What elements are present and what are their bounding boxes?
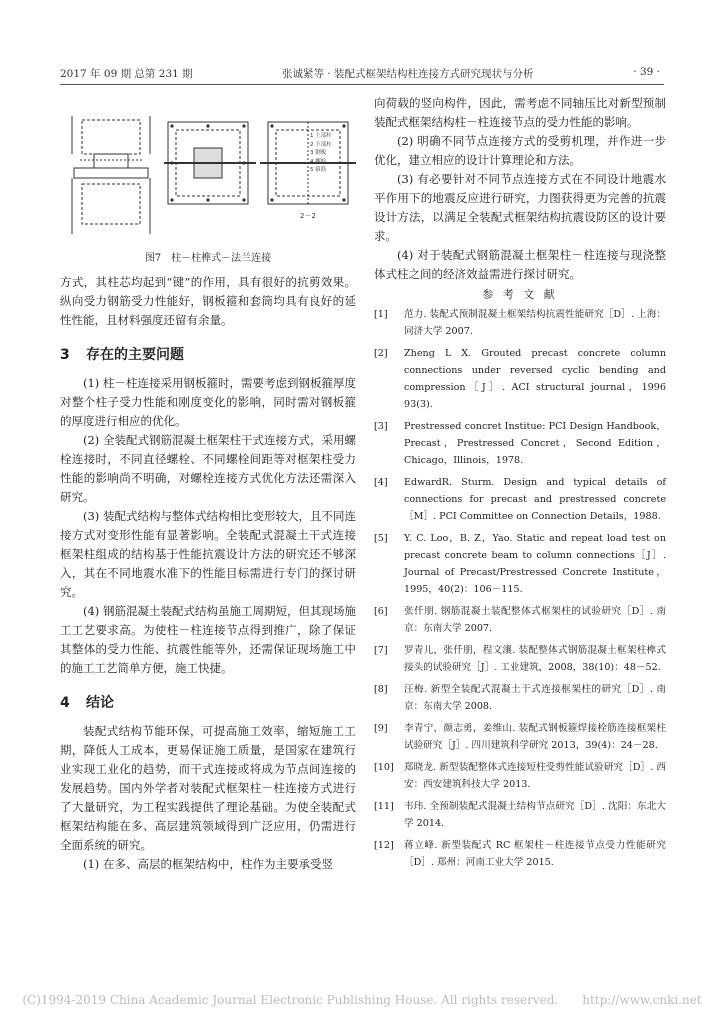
paragraph: 方式，其柱芯均起到“键”的作用，具有很好的抗剪效果。纵向受力钢筋受力性能好，钢板箍和套筒均具有良好的延性性能，且材料强度还留有余量。 [60, 275, 356, 327]
issue-info: 2017 年 09 期 总第 231 期 [60, 68, 193, 80]
paragraph: (4) 对于装配式钢筋混凝土框架柱－柱连接与现浇整体式柱之间的经济效益需进行探讨研究。 [374, 248, 666, 281]
reference-number: [12] [374, 840, 394, 851]
reference-item [374, 306, 666, 340]
reference-text: 李青宁，颜志勇，姜维山. 装配式钢板箍焊接栓筋连接框架柱试验研究［J］. 四川建筑科学研究 2013，39(4)：24－28. [404, 723, 666, 751]
section-title: 存在的主要问题 [86, 347, 184, 363]
section-heading-3 [60, 344, 356, 364]
reference-list [374, 306, 666, 871]
reference-text: 范力. 装配式预制混凝土框架结构抗震性能研究［D］. 上海：同济大学 2007. [404, 309, 666, 337]
reference-number: [7] [374, 645, 388, 656]
section-number: 3 [60, 347, 70, 363]
paragraph: 装配式结构节能环保，可提高施工效率，缩短施工工期，降低人工成本，更易保证施工质量，是国家在建筑行业实现工业化的趋势，而干式连接或将成为节点间连接的发展趋势。国内外学者对装配式框架柱－柱连接方式进行了大量研究，为工程实践提供了理论基础。为使全装配式框架结构能在多、高层建筑领域得到广泛应用，仍需进行全面系统的研究。 [60, 724, 356, 852]
reference-text: Prestressed concret Institue: PCI Design Handbook，Precast，Prestressed Concret，Second Edition，Chicago，Illinois，1978. [404, 421, 666, 466]
reference-number: [9] [374, 723, 388, 734]
references-heading: 参 考 文 献 [482, 288, 558, 301]
paragraph: (3) 有必要针对不同节点连接方式在不同设计地震水平作用下的地震反应进行研究，力图获得更为完善的抗震设计方法，以满足全装配式框架结构抗震设防区的设计要求。 [374, 172, 666, 243]
reference-item [374, 681, 666, 715]
reference-text: EdwardR. Sturm. Design and typical details of connections for precast and prestressed concrete［M］. PCI Committee on Connection Details，1988. [404, 477, 666, 522]
reference-item [374, 759, 666, 793]
paragraph: (4) 钢筋混凝土装配式结构虽施工周期短，但其现场施工工艺要求高。为使柱－柱连接节点得到推广，除了保证其整体的受力性能、抗震性能等外，还需保证现场施工中的施工工艺简单方便，施工快捷。 [60, 604, 356, 675]
reference-number: [3] [374, 421, 388, 432]
running-title: 张诚紧等 · 装配式框架结构柱连接方式研究现状与分析 [282, 68, 534, 80]
reference-text: 韦玮. 全预制装配式混凝土结构节点研究［D］. 沈阳：东北大学 2014. [404, 801, 666, 829]
copyright-footer: (C)1994-2019 China Academic Journal Electronic Publishing House. All rights reserved. http://www.cnki.net [22, 993, 702, 1007]
reference-number: [2] [374, 348, 388, 359]
legend-item: 3 钢板 [310, 150, 327, 156]
paragraph: (1) 在多、高层的框架结构中，柱作为主要承受竖 [83, 857, 333, 871]
legend-item: 1 上部柱 [310, 133, 332, 139]
figure-caption: 图7 柱－柱榫式－法兰连接 [144, 253, 272, 264]
section-heading-4 [60, 692, 356, 712]
reference-text: 罗青儿，张仟朋，程文瀼. 装配整体式钢筋混凝土框架柱榫式接头的试验研究［J］. 工业建筑，2008，38(10)：48－52. [404, 645, 666, 673]
legend-item: 4 螺栓 [310, 158, 327, 165]
section-label: 2－2 [300, 212, 316, 220]
reference-item [374, 603, 666, 637]
paragraph: (1) 柱－柱连接采用钢板箍时，需要考虑到钢板箍厚度对整个柱子受力性能和刚度变化的影响，同时需对钢板箍的厚度进行相应的优化。 [60, 376, 356, 428]
reference-text: 汪梅. 新型全装配式混凝土干式连接框架柱的研究［D］. 南京：东南大学 2008. [404, 684, 666, 712]
reference-item [374, 798, 666, 832]
paragraph: (3) 装配式结构与整体式结构相比变形较大，且不同连接方式对变形性能有显著影响。全装配式混凝土干式连接框架柱组成的结构基于性能抗震设计方法的研究还不够深入，其在不同地震水准下的性能目标需进行专门的探讨研究。 [60, 509, 356, 599]
page-number: · 39 · [633, 66, 660, 78]
paragraph: (2) 明确不同节点连接方式的受剪机理，并作进一步优化，建立相应的设计计算理论和方法。 [374, 134, 666, 167]
reference-text: Y. C. Loo，B. Z，Yao. Static and repeat load test on precast concrete beam to column connections［J］. Journal of Precast/Prestressed Concrete Institute，1995，40(2)：106－115. [404, 533, 666, 595]
reference-text: 蒋立峰. 新型装配式 RC 框架柱－柱连接节点受力性能研究［D］. 郑州：河南工业大学 2015. [404, 840, 666, 868]
paragraph: 向荷载的竖向构件，因此，需考虑不同轴压比对新型预制装配式框架结构柱－柱连接节点的受力性能的影响。 [374, 96, 666, 129]
reference-number: [8] [374, 684, 388, 695]
figure-legend [310, 132, 332, 175]
left-column [60, 94, 356, 874]
reference-number: [6] [374, 606, 388, 617]
running-header [60, 66, 660, 80]
header-rule [60, 84, 664, 85]
reference-number: [10] [374, 762, 394, 773]
reference-item [374, 530, 666, 598]
reference-number: [4] [374, 477, 388, 488]
legend-item: 2 下部柱 [310, 141, 332, 148]
section-title: 结论 [86, 695, 114, 711]
section-number: 4 [60, 695, 70, 711]
legend-item: 5 箍筋 [310, 167, 327, 173]
reference-text: Zheng L X. Grouted precast concrete column connections under reversed cyclic bending and compression［J］. ACI structural journal，1996 93(3). [404, 348, 666, 410]
reference-number: [11] [374, 801, 394, 812]
reference-text: 郑晓龙. 新型装配整体式连接短柱受剪性能试验研究［D］. 西安：西安建筑科技大学 2013. [404, 762, 666, 790]
reference-item [374, 720, 666, 754]
reference-item [374, 837, 666, 871]
reference-item [374, 418, 666, 469]
figure-7 [60, 94, 356, 249]
right-column [374, 94, 666, 876]
reference-number: [5] [374, 533, 388, 544]
paragraph: (2) 全装配式钢筋混凝土框架柱干式连接方式，采用螺栓连接时，不同直径螺栓、不同螺栓间距等对框架柱受力性能的影响尚不明确，对螺栓连接方式优化方法还需深入研究。 [60, 433, 356, 504]
reference-item [374, 345, 666, 413]
reference-item [374, 642, 666, 676]
reference-item [374, 474, 666, 525]
reference-text: 张仟朋. 钢筋混凝土装配整体式框架柱的试验研究［D］. 南京：东南大学 2007. [404, 606, 666, 634]
reference-number: [1] [374, 309, 388, 320]
